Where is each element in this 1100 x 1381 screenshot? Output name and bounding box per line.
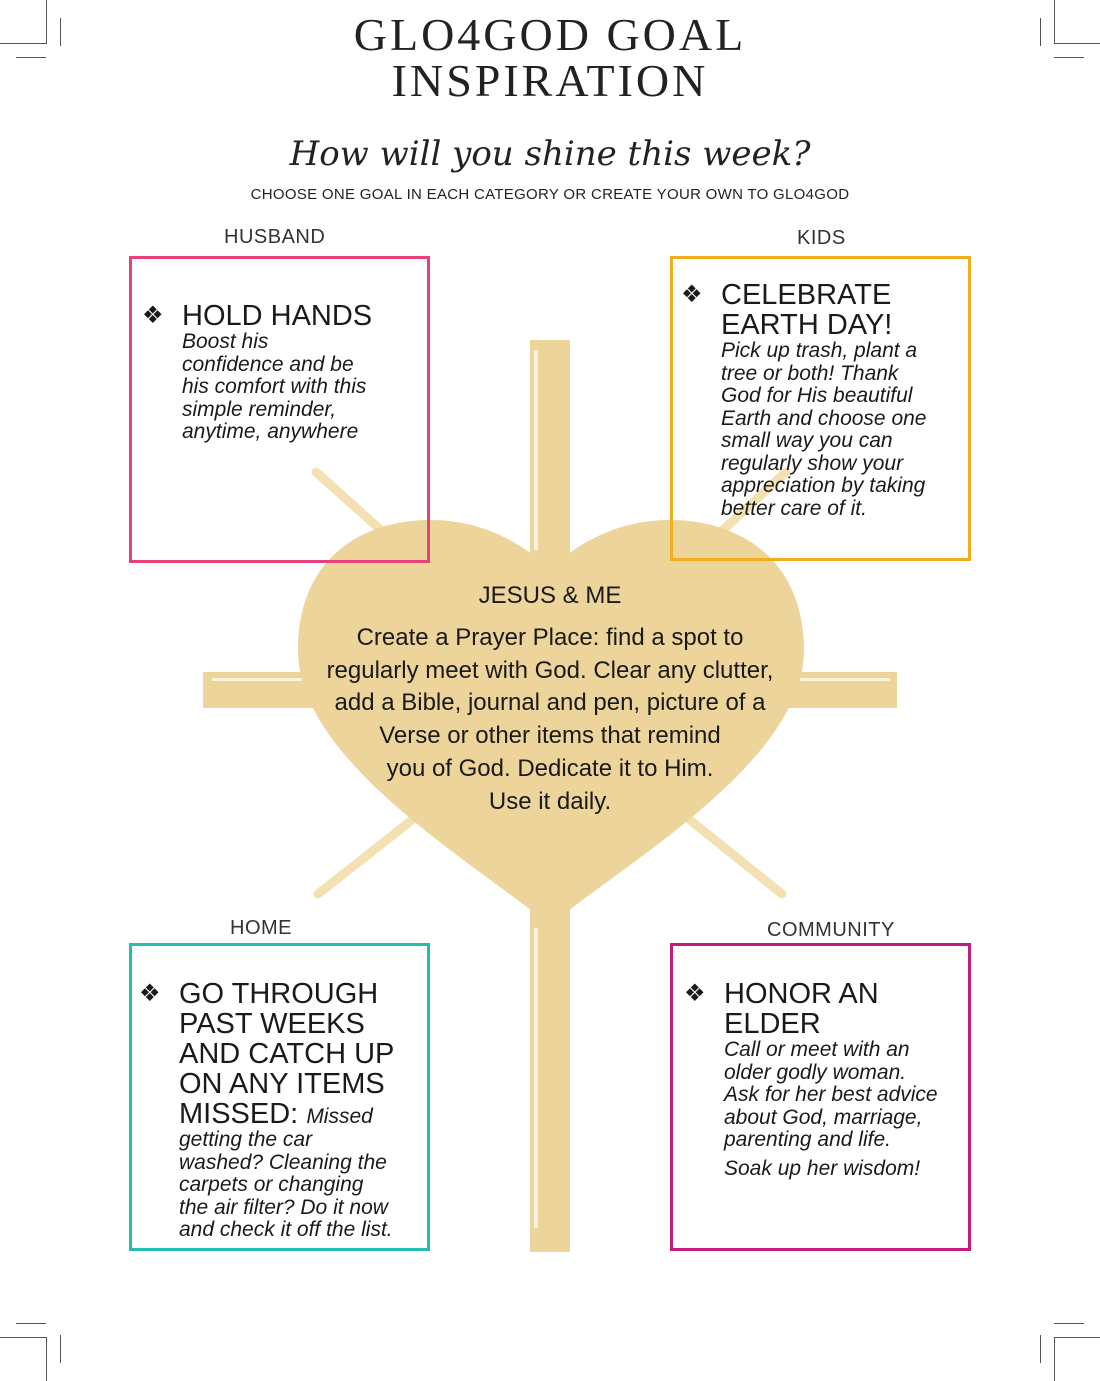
bullet-icon: ❖ bbox=[139, 980, 161, 1007]
cross-highlight bbox=[534, 928, 538, 1228]
description-line: anytime, anywhere bbox=[182, 420, 359, 443]
goal-title-line: PAST WEEKS bbox=[179, 1008, 365, 1040]
description-line: parenting and life. bbox=[724, 1128, 891, 1151]
center-text-line: you of God. Dedicate it to Him. bbox=[386, 754, 714, 782]
goal-description bbox=[179, 1129, 419, 1242]
goal-title-line: ON ANY ITEMS bbox=[179, 1068, 385, 1100]
cross-highlight bbox=[534, 350, 538, 550]
goal-title-line: GO THROUGH bbox=[179, 978, 379, 1010]
goal-description bbox=[724, 1039, 964, 1152]
center-text-line: Use it daily. bbox=[488, 787, 612, 815]
center-text-line: Create a Prayer Place: find a spot to bbox=[356, 624, 744, 651]
goal-description bbox=[721, 340, 961, 520]
category-label-kids: KIDS bbox=[797, 227, 846, 249]
category-label-home: HOME bbox=[230, 917, 292, 939]
center-text-line: Verse or other items that remind bbox=[379, 722, 721, 750]
description-line: older godly woman. bbox=[724, 1060, 907, 1084]
description-line: simple reminder, bbox=[182, 397, 337, 421]
bullet-icon: ❖ bbox=[684, 980, 706, 1007]
goal-title: HOLD HANDS bbox=[182, 300, 373, 332]
description-line: tree or both! Thank bbox=[721, 361, 899, 385]
goal-title-line: HONOR AN bbox=[724, 978, 879, 1010]
category-label-husband: HUSBAND bbox=[224, 226, 326, 248]
center-goal-text bbox=[300, 622, 800, 818]
center-text-line: regularly meet with God. Clear any clutter, bbox=[326, 656, 774, 684]
goal-title-line: CELEBRATE bbox=[721, 279, 892, 311]
description-line: Pick up trash, plant a bbox=[721, 339, 918, 362]
goal-closing: Soak up her wisdom! bbox=[724, 1156, 921, 1180]
description-line: better care of it. bbox=[721, 496, 867, 520]
kids-goal bbox=[681, 279, 961, 520]
description-line: small way you can bbox=[721, 429, 893, 452]
description-line: Earth and choose one bbox=[721, 406, 927, 430]
title-line-2: INSPIRATION bbox=[391, 55, 709, 106]
description-line: Boost his bbox=[182, 330, 269, 353]
husband-goal bbox=[142, 300, 412, 444]
category-label-community: COMMUNITY bbox=[767, 919, 895, 941]
bullet-icon: ❖ bbox=[142, 302, 164, 329]
center-text-line: add a Bible, journal and pen, picture of a bbox=[334, 689, 766, 717]
description-line: and check it off the list. bbox=[179, 1218, 393, 1241]
description-line: washed? Cleaning the bbox=[179, 1150, 387, 1174]
description-line: God for His beautiful bbox=[721, 384, 913, 407]
goal-title-line: EARTH DAY! bbox=[721, 309, 893, 341]
goal-inline-description: Missed bbox=[306, 1105, 373, 1128]
subtitle: How will you shine this week? bbox=[289, 134, 811, 174]
description-line: Ask for her best advice bbox=[724, 1083, 938, 1106]
bullet-icon: ❖ bbox=[681, 281, 703, 308]
instruction-text: CHOOSE ONE GOAL IN EACH CATEGORY OR CREATE YOUR OWN TO GLO4GOD bbox=[250, 186, 850, 203]
description-line: about God, marriage, bbox=[724, 1105, 923, 1129]
description-line: regularly show your bbox=[721, 451, 904, 475]
description-line: getting the car bbox=[179, 1128, 313, 1151]
goal-title-last: MISSED: bbox=[179, 1098, 299, 1130]
home-goal bbox=[139, 978, 419, 1242]
description-line: his comfort with this bbox=[182, 375, 367, 398]
description-line: Call or meet with an bbox=[724, 1038, 910, 1061]
goal-title-line bbox=[179, 1099, 419, 1129]
description-line: carpets or changing bbox=[179, 1173, 364, 1196]
title-line-1: GLO4GOD GOAL bbox=[353, 9, 747, 60]
description-line: confidence and be bbox=[182, 352, 354, 376]
goal-title-line: AND CATCH UP bbox=[179, 1038, 395, 1070]
center-goal-title: JESUS & ME bbox=[478, 582, 622, 609]
description-line: the air filter? Do it now bbox=[179, 1195, 388, 1219]
cross-highlight bbox=[790, 678, 890, 681]
description-line: appreciation by taking bbox=[721, 474, 926, 497]
community-goal bbox=[684, 978, 964, 1180]
goal-description bbox=[182, 331, 412, 444]
goal-title-line: ELDER bbox=[724, 1008, 821, 1040]
